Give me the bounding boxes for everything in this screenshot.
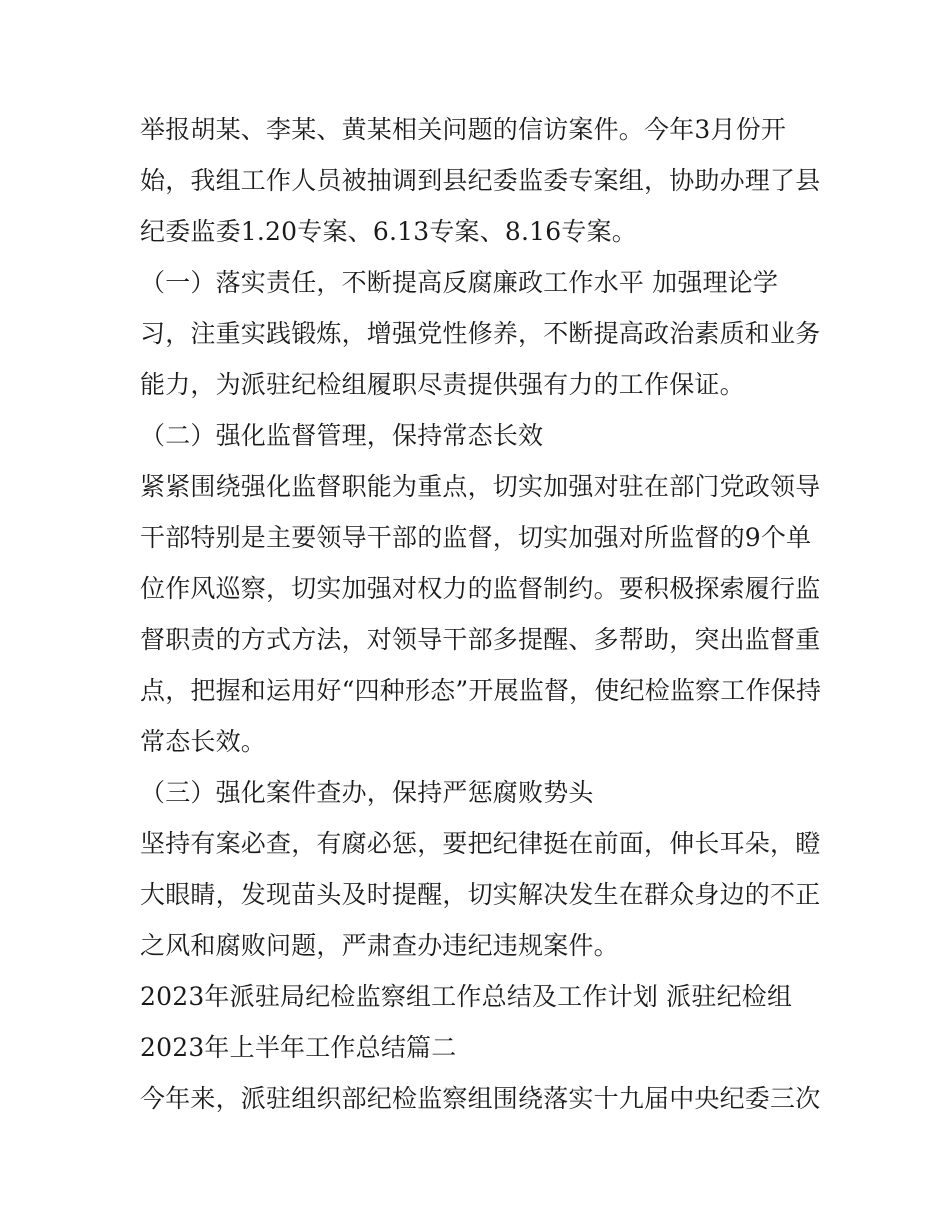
text-line: 之风和腐败问题，严肃查办违纪违规案件。 bbox=[140, 931, 619, 960]
article-title-line: 2023年派驻局纪检监察组工作总结及工作计划 派驻纪检组 bbox=[140, 982, 793, 1011]
text-line: 干部特别是主要领导干部的监督，切实加强对所监督的9个单 bbox=[140, 523, 812, 552]
text-line: 位作风巡察，切实加强对权力的监督制约。要积极探索履行监 bbox=[140, 574, 821, 603]
text-line: 大眼睛，发现苗头及时提醒，切实解决发生在群众身边的不正 bbox=[140, 880, 821, 909]
text-line: 点，把握和运用好“四种形态”开展监督，使纪检监察工作保持 bbox=[140, 676, 822, 705]
text-line: 举报胡某、李某、黄某相关问题的信访案件。今年3月份开 bbox=[140, 115, 787, 144]
section-heading-3: （三）强化案件查办，保持严惩腐败势头 bbox=[140, 778, 594, 807]
text-line: 常态长效。 bbox=[140, 727, 267, 756]
text-line: 督职责的方式方法，对领导干部多提醒、多帮助，突出监督重 bbox=[140, 625, 821, 654]
text-line: 纪委监委1.20专案、6.13专案、8.16专案。 bbox=[140, 217, 637, 246]
article-title-line: 2023年上半年工作总结篇二 bbox=[140, 1033, 457, 1062]
text-line: 坚持有案必查，有腐必惩，要把纪律挺在前面，伸长耳朵，瞪 bbox=[140, 829, 821, 858]
text-line: 能力，为派驻纪检组履职尽责提供强有力的工作保证。 bbox=[140, 370, 745, 399]
text-line: 紧紧围绕强化监督职能为重点，切实加强对驻在部门党政领导 bbox=[140, 472, 821, 501]
text-line: 始，我组工作人员被抽调到县纪委监委专案组，协助办理了县 bbox=[140, 166, 821, 195]
section-heading-2: （二）强化监督管理，保持常态长效 bbox=[140, 421, 544, 450]
section-heading-1: （一）落实责任，不断提高反腐廉政工作水平 加强理论学 bbox=[140, 268, 779, 297]
text-line: 习，注重实践锻炼，增强党性修养，不断提高政治素质和业务 bbox=[140, 319, 821, 348]
text-line: 今年来，派驻组织部纪检监察组围绕落实十九届中央纪委三次 bbox=[140, 1084, 821, 1113]
